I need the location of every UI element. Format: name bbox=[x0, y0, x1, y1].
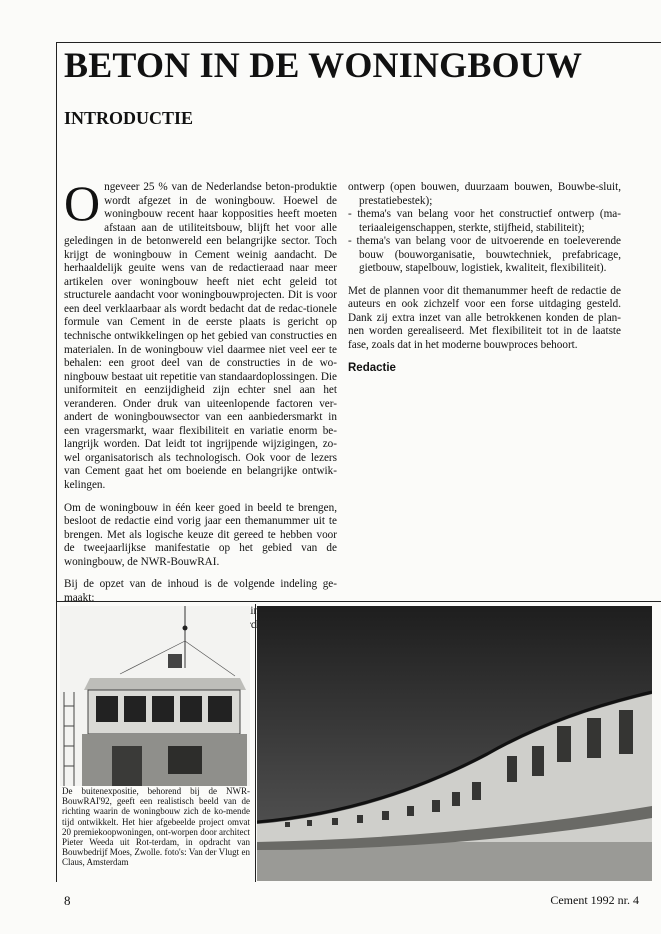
page-title: BETON IN DE WONINGBOUW bbox=[64, 45, 583, 85]
closing-paragraph: Met de plannen voor dit themanummer heeft de redactie de auteurs en ook zichzelf voor een forse uitdaging gesteld. Dank zij extra inzet van alle betrokkenen konden de plan-nen worden gerealiseerd. Met flexibiliteit tot in de laatste fase, zoals dat in het moderne bouwproces behoort. bbox=[348, 284, 621, 352]
list-item: - thema's van belang voor het constructief ontwerp (ma-teriaaleigenschappen, sterkte, stijfheid, stabiliteit); bbox=[348, 208, 621, 234]
list-item: ontwerp (open bouwen, duurzaam bouwen, Bouwbe-sluit, prestatiebestek); bbox=[348, 181, 621, 207]
footer-issue: Cement 1992 nr. 4 bbox=[550, 893, 639, 907]
housing-row-photo bbox=[257, 606, 652, 881]
signature: Redactie bbox=[348, 361, 396, 374]
photo-divider bbox=[56, 601, 661, 602]
list-item: - thema's van belang voor de uitvoerende en toeleverende bouw (bouworganisatie, bouwtechniek, prefabricage, gietbouw, stapelbouw, logistiek, kwaliteit, flexibiliteit). bbox=[348, 235, 621, 275]
crane-house-photo bbox=[60, 606, 250, 786]
intro-paragraph bbox=[64, 175, 337, 493]
section-heading: INTRODUCTIE bbox=[64, 108, 194, 128]
paragraph-2: Om de woningbouw in één keer goed in beeld te brengen, besloot de redactie eind vorig jaar een themanummer uit te brengen. Met als logische keuze dit gereed te hebben voor de tweejaarlijkse manifestatie op het gebied van de woningbouw, de NWR-BouwRAI. bbox=[64, 501, 337, 568]
text-column-left bbox=[64, 175, 337, 633]
content-list-right bbox=[348, 181, 621, 276]
page-number: 8 bbox=[64, 893, 71, 908]
intro-text: ngeveer 25 % van de Nederlandse beton-produktie wordt afgezet in de woningbouw. Hoewel de woningbouw recent haar kopposities heeft moeten afstaan aan de utiliteitsbouw, blijft het voor alle geledingen in de betonwereld een belangrijke sector. Toch krijgt de woningbouw in Cement weinig aandacht. De herhaaldelijk geuite wens van de redactieraad naar meer artikelen over woningbouw heeft niet echt geleid tot structurele aandacht voor woningbouwprojecten. Dit is voor een deel verklaarbaar als wordt bedacht dat de redac-tionele formule van Cement in de eerste plaats is gericht op technische ontwikkelingen op het gebied van constructies en materialen. In de woningbouw viel daarmee niet veel eer te behalen: een groot deel van de constructies in de wo-ningbouw bestaat uit repetitie van standaardoplossingen. Die uniformiteit en eenzijdigheid zijn echter snel aan het veranderen. Onder druk van uiteenlopende factoren ver-andert de woningbouwsector van een aanbiedersmarkt in een vragersmarkt, waar flexibiliteit en variatie enorm be-langrijk worden. Dat leidt tot ingrijpende wijzigingen, zo-wel organisatorisch als technologisch. Ook voor de lezers van Cement gaat het om boeiende en belangrijke ontwik-kelingen. bbox=[64, 181, 337, 492]
paragraph-3: Bij de opzet van de inhoud is de volgende indeling ge-maakt: bbox=[64, 578, 337, 604]
photo-caption: De buitenexpositie, behorend bij de NWR-BouwRAI'92, geeft een realistisch beeld van de richting waarin de woningbouw zich de ko-mende tijd ontwikkelt. Het hier afgebeelde project omvat 20 premiekoopwoningen, ont-worpen door architect Pieter Weeda uit Rot-terdam, in opdracht van Bouwbedrijf Moes, Zwolle. foto's: Van der Vlugt en Claus, Amsterdam bbox=[62, 786, 250, 868]
text-column-right bbox=[348, 181, 621, 384]
drop-cap: O bbox=[64, 175, 101, 231]
